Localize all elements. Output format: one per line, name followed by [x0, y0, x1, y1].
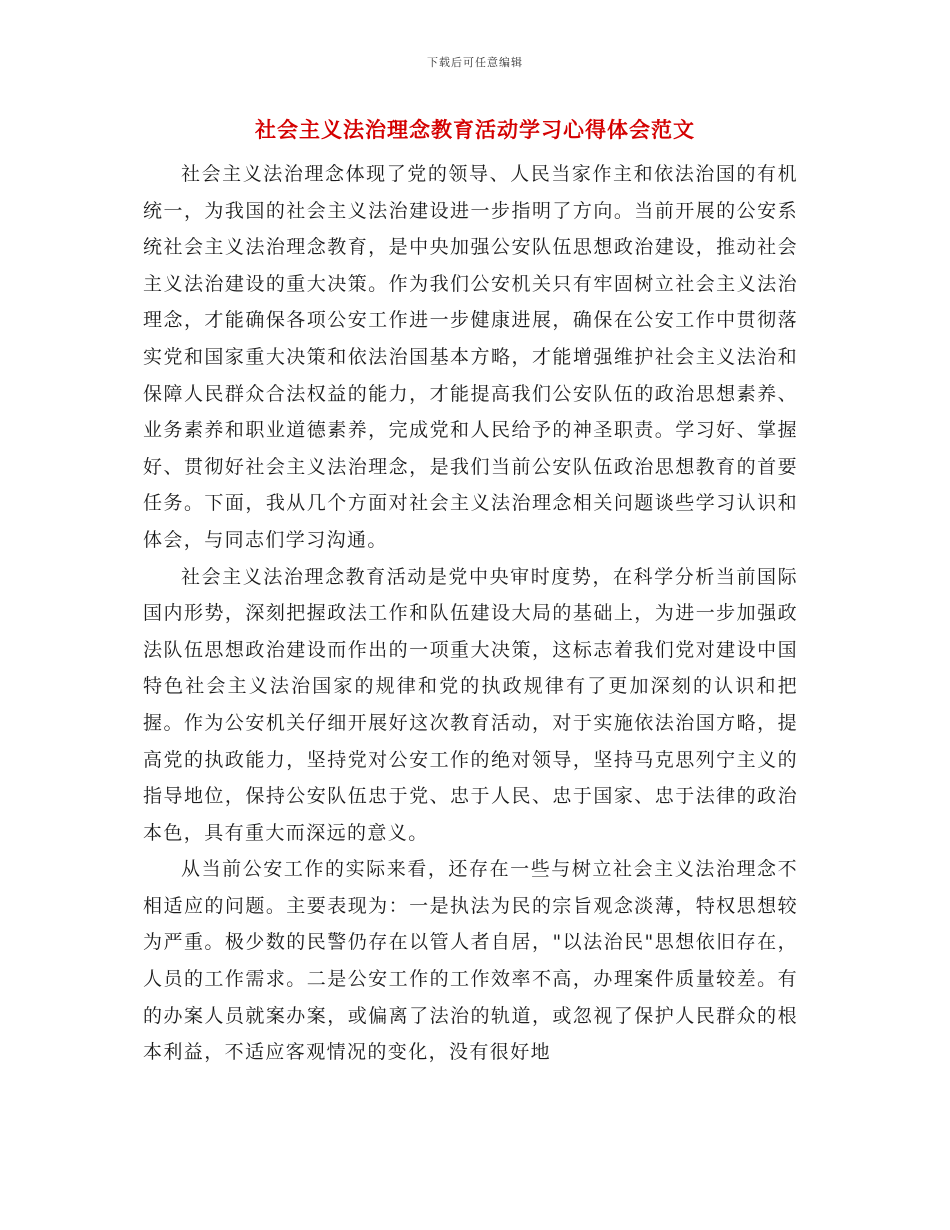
header-note: 下载后可任意编辑 — [427, 56, 523, 69]
document-body — [143, 156, 798, 1071]
document-title: 社会主义法治理念教育活动学习心得体会范文 — [255, 117, 695, 142]
paragraph-3: 从当前公安工作的实际来看，还存在一些与树立社会主义法治理念不相适应的问题。主要表现为：一是执法为民的宗旨观念淡薄，特权思想较为严重。极少数的民警仍存在以管人者自居，"以法治民"思想依旧存在，人员的工作需求。二是公安工作的工作效率不高，办理案件质量较差。有的办案人员就案办案，或偏离了法治的轨道，或忽视了保护人民群众的根本利益，不适应客观情况的变化，没有很好地 — [143, 858, 798, 1064]
paragraph-1: 社会主义法治理念体现了党的领导、人民当家作主和依法治国的有机统一，为我国的社会主义法治建设进一步指明了方向。当前开展的公安系统社会主义法治理念教育，是中央加强公安队伍思想政治建设，推动社会主义法治建设的重大决策。作为我们公安机关只有牢固树立社会主义法治理念，才能确保各项公安工作进一步健康进展，确保在公安工作中贯彻落实党和国家重大决策和依法治国基本方略，才能增强维护社会主义法治和保障人民群众合法权益的能力，才能提高我们公安队伍的政治思想素养、业务素养和职业道德素养，完成党和人民给予的神圣职责。学习好、掌握好、贯彻好社会主义法治理念，是我们当前公安队伍政治思想教育的首要任务。下面，我从几个方面对社会主义法治理念相关问题谈些学习认识和体会，与同志们学习沟通。 — [143, 163, 798, 551]
paragraph-2: 社会主义法治理念教育活动是党中央审时度势，在科学分析当前国际国内形势，深刻把握政法工作和队伍建设大局的基础上，为进一步加强政法队伍思想政治建设而作出的一项重大决策，这标志着我们党对建设中国特色社会主义法治国家的规律和党的执政规律有了更加深刻的认识和把握。作为公安机关仔细开展好这次教育活动，对于实施依法治国方略，提高党的执政能力，坚持党对公安工作的绝对领导，坚持马克思列宁主义的指导地位，保持公安队伍忠于党、忠于人民、忠于国家、忠于法律的政治本色，具有重大而深远的意义。 — [143, 565, 798, 844]
